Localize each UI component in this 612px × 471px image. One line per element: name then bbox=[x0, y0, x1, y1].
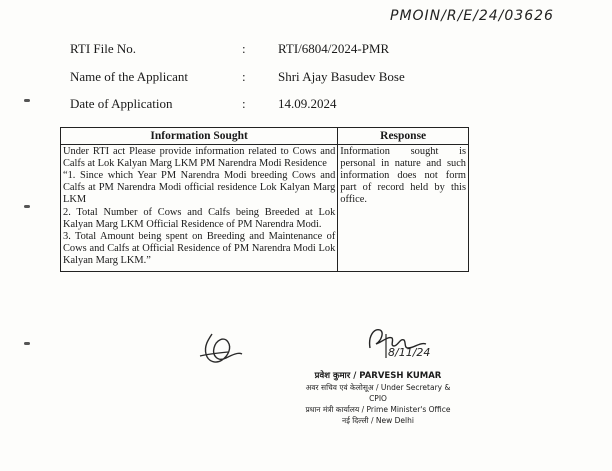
header-response: Response bbox=[338, 128, 469, 145]
header-information-sought: Information Sought bbox=[61, 128, 338, 145]
meta-label: RTI File No. bbox=[70, 41, 137, 56]
meta-value: 14.09.2024 bbox=[278, 96, 337, 111]
signatory-name: प्रवेश कुमार / PARVESH KUMAR bbox=[314, 371, 442, 381]
info-question-1: “1. Since which Year PM Narendra Modi breeding Cows and Calfs at PM Narendra Modi official residence Lok Kalyan Marg LKM bbox=[63, 170, 336, 206]
meta-label: Date of Application bbox=[70, 96, 173, 111]
info-question-3: 3. Total Amount being spent on Breeding and Maintenance of Cows and Calfs at Official Residence of PM Narendra Modi Lok Kalyan Marg LKM.” bbox=[63, 230, 336, 266]
signatory-office: प्रधान मंत्री कार्यालय / Prime Minister's Office bbox=[305, 405, 451, 414]
meta-colon: : bbox=[242, 41, 246, 56]
scan-mark bbox=[24, 342, 30, 345]
info-intro: Under RTI act Please provide information related to Cows and Calfs at Lok Kalyan Marg LKM PM Narendra Modi Residence bbox=[63, 146, 336, 170]
information-table bbox=[60, 127, 469, 272]
table-header-row bbox=[61, 128, 469, 145]
response-text: Information sought is personal in nature and such information does not form part of record held by this office. bbox=[340, 146, 466, 206]
initials-signature-mark bbox=[198, 330, 244, 368]
meta-label: Name of the Applicant bbox=[70, 69, 189, 84]
info-question-2: 2. Total Number of Cows and Calfs being Breeded at Lok Kalyan Marg LKM Official Residence of PM Narendra Modi. bbox=[63, 206, 336, 230]
signatory-city: नई दिल्ली / New Delhi bbox=[342, 416, 414, 425]
table-row bbox=[61, 145, 469, 272]
scan-mark bbox=[24, 205, 30, 208]
meta-colon: : bbox=[242, 69, 246, 84]
signatory-designation: अवर सचिव एवं केलोसूअ / Under Secretary & CPIO bbox=[305, 383, 451, 403]
meta-value: RTI/6804/2024-PMR bbox=[278, 41, 390, 56]
information-sought-cell bbox=[61, 145, 338, 272]
response-cell bbox=[338, 145, 469, 272]
meta-value: Shri Ajay Basudev Bose bbox=[278, 69, 405, 84]
signature-date: 8/11/24 bbox=[388, 346, 431, 359]
handwritten-reference-number: PMOIN/R/E/24/03626 bbox=[390, 8, 554, 24]
signatory-block bbox=[300, 371, 456, 426]
meta-colon: : bbox=[242, 96, 246, 111]
scan-mark bbox=[24, 99, 30, 102]
